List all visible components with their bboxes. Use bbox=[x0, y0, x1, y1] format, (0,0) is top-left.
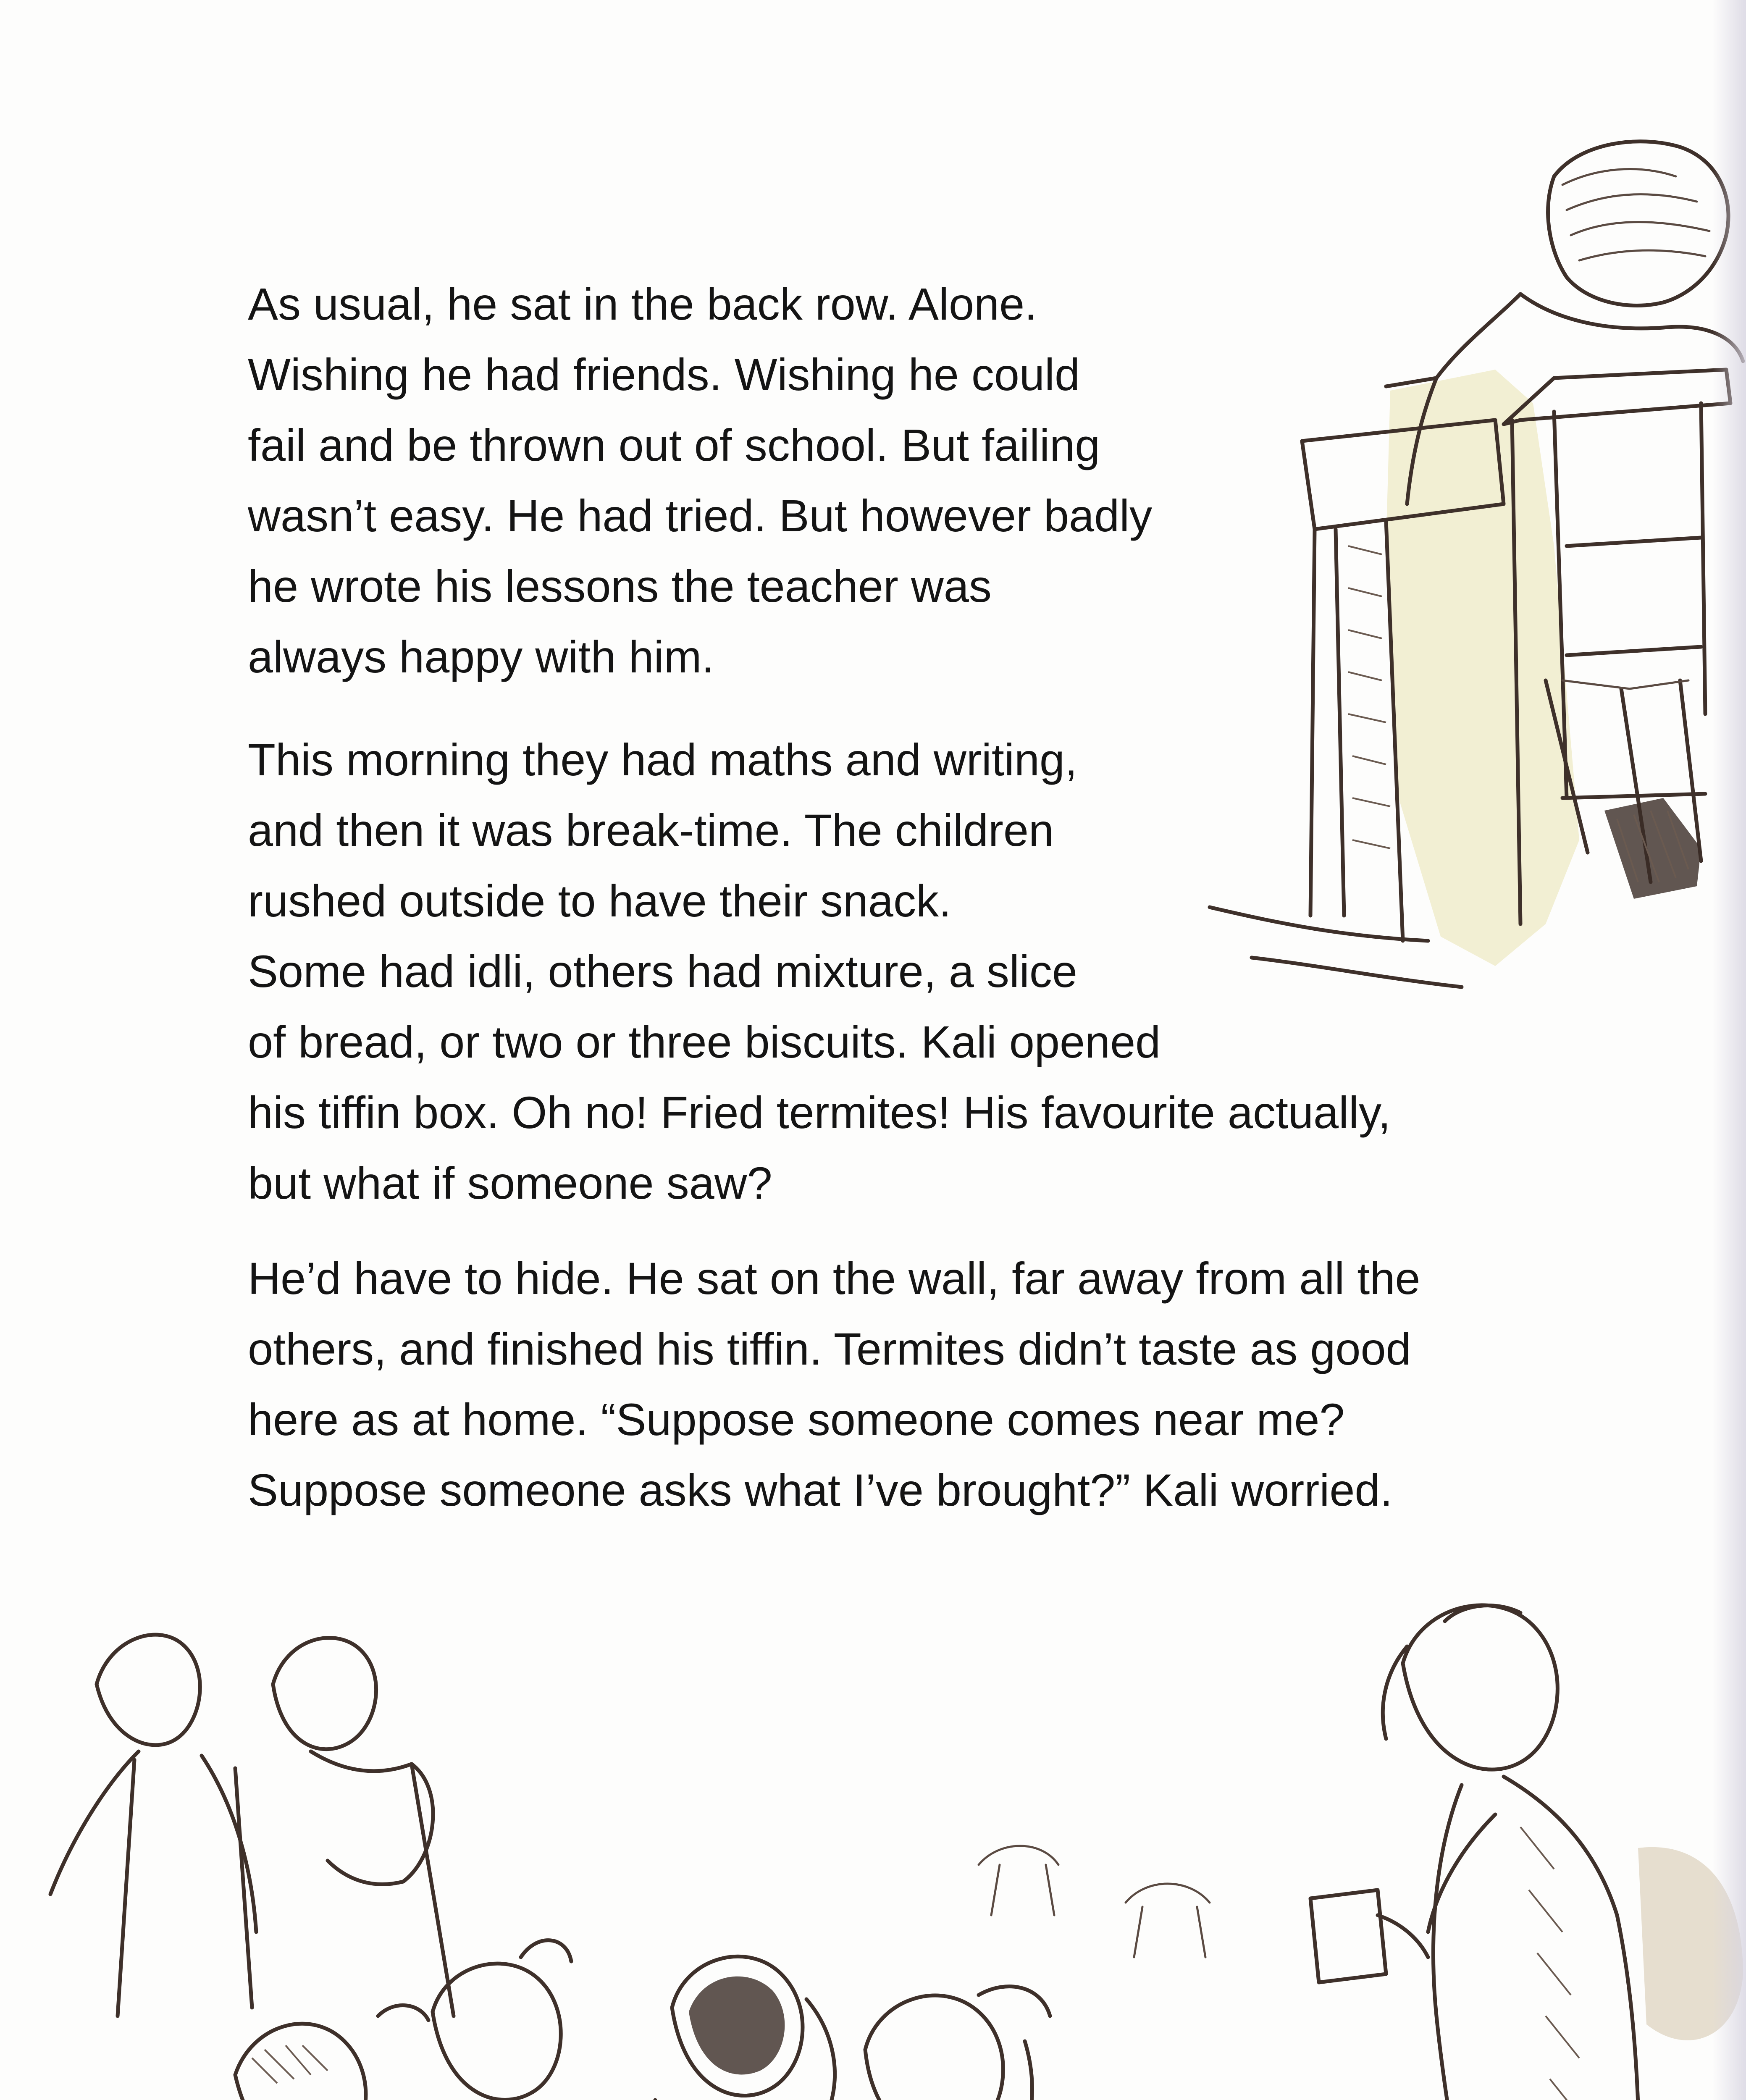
paragraph-line: he wrote his lessons the teacher was bbox=[248, 561, 992, 612]
paragraph-line: and then it was break-time. The children bbox=[248, 805, 1054, 856]
paragraph-line: others, and finished his tiffin. Termites didn’t taste as good bbox=[248, 1323, 1411, 1374]
paragraph-line: This morning they had maths and writing, bbox=[248, 734, 1077, 785]
paragraph-line: of bread, or two or three biscuits. Kali opened bbox=[248, 1016, 1161, 1067]
paragraph-line: As usual, he sat in the back row. Alone. bbox=[248, 278, 1037, 329]
paragraph-line: rushed outside to have their snack. bbox=[248, 875, 952, 926]
paragraph-line: Wishing he had friends. Wishing he could bbox=[248, 349, 1080, 400]
page-edge-shadow bbox=[1712, 0, 1746, 2100]
paragraph-2 bbox=[248, 724, 1550, 1218]
paragraph-line: but what if someone saw? bbox=[248, 1158, 772, 1208]
paragraph-1 bbox=[248, 269, 1550, 692]
paragraph-line: here as at home. “Suppose someone comes near me? bbox=[248, 1394, 1345, 1445]
paragraph-3 bbox=[248, 1243, 1550, 1525]
paragraph-line: Some had idli, others had mixture, a slice bbox=[248, 946, 1077, 997]
paragraph-line: He’d have to hide. He sat on the wall, far away from all the bbox=[248, 1253, 1420, 1304]
paragraph-line: wasn’t easy. He had tried. But however badly bbox=[248, 490, 1153, 541]
paragraph-line: Suppose someone asks what I’ve brought?” Kali worried. bbox=[248, 1465, 1393, 1515]
paragraph-line: always happy with him. bbox=[248, 631, 714, 682]
paragraph-line: his tiffin box. Oh no! Fried termites! His favourite actually, bbox=[248, 1087, 1391, 1138]
paragraph-line: fail and be thrown out of school. But failing bbox=[248, 420, 1100, 470]
